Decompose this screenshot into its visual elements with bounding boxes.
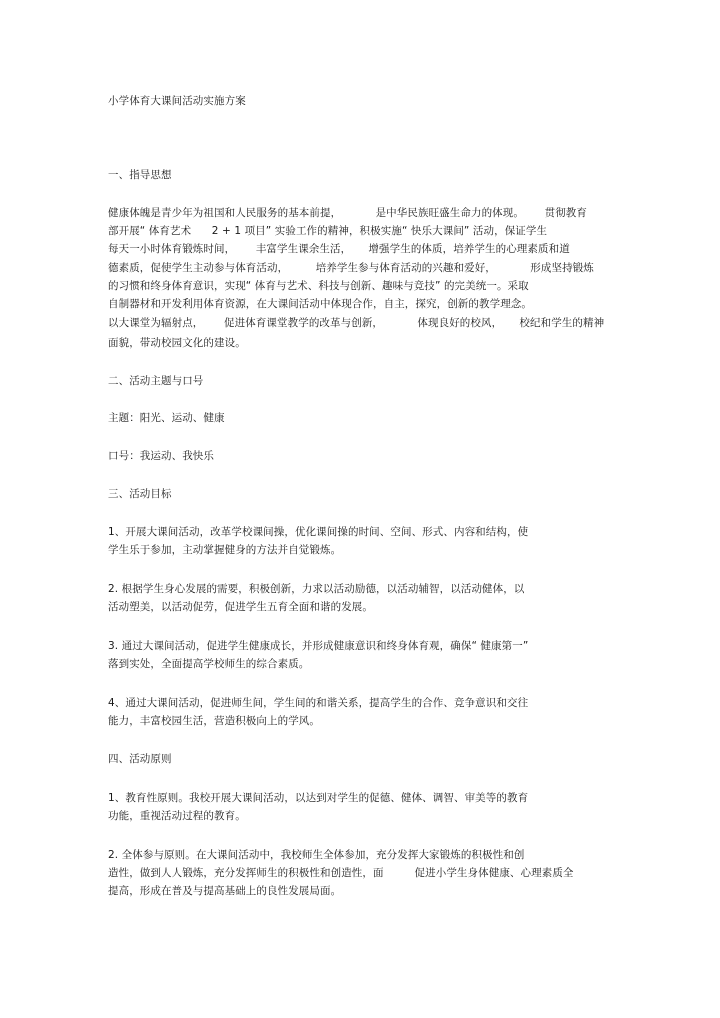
principle-item-line: 1、教育性原则。我校开展大课间活动，以达到对学生的促德、健体、调智、审美等的教育	[108, 792, 529, 804]
paragraph-line: 以大课堂为辐射点， 促进体育课堂教学的改革与创新， 体现良好的校风， 校纪和学生的精神	[108, 317, 605, 329]
goal-item-line: 能力，丰富校园生活，营造积极向上的学风。	[108, 715, 320, 727]
goal-item-line: 2. 根据学生身心发展的需要，积极创新，力求以活动励德，以活动辅智，以活动健体，以	[108, 583, 525, 595]
paragraph-line: 德素质，促使学生主动参与体育活动， 培养学生参与体育活动的兴趣和爱好， 形成坚持锻炼	[108, 262, 594, 274]
section-heading-principles: 四、活动原则	[108, 753, 172, 765]
paragraph-line: 自制器材和开发利用体育资源，在大课间活动中体现合作，自主，探究，创新的教学理念。	[108, 298, 532, 310]
principle-item-line: 功能，重视活动过程的教育。	[108, 810, 246, 822]
goal-item-line: 4、通过大课间活动，促进师生间，学生间的和谐关系，提高学生的合作、竞争意识和交往	[108, 697, 529, 709]
paragraph-line: 每天一小时体育锻炼时间， 丰富学生课余生活， 增强学生的体质，培养学生的心理素质和道	[108, 243, 570, 255]
principle-item-line: 造性，做到人人锻炼，充分发挥师生的积极性和创造性，面 促进小学生身体健康、心理素质全	[108, 867, 574, 879]
principle-item-line: 提高，形成在普及与提高基础上的良性发展局面。	[108, 885, 342, 897]
paragraph-line: 的习惯和终身体育意识，实现“ 体育与艺术、科技与创新、趣味与竞技” 的完美统一。采取	[108, 280, 529, 292]
principle-item-line: 2. 全体参与原则。在大课间活动中，我校师生全体参加，充分发挥大家锻炼的积极性和创	[108, 849, 525, 861]
document-title: 小学体育大课间活动实施方案	[108, 95, 246, 107]
paragraph-line: 面貌，带动校园文化的建设。	[108, 337, 246, 349]
goal-item-line: 1、开展大课间活动，改革学校课间操，优化课间操的时间、空间、形式、内容和结构，使	[108, 526, 529, 538]
paragraph-line: 健康体魄是青少年为祖国和人民服务的基本前提， 是中华民族旺盛生命力的体现。 贯彻教育	[108, 207, 587, 219]
paragraph-line: 部开展“ 体育艺术 2 + 1 项目” 实验工作的精神，积极实施“ 快乐大课间” 活动，保证学生	[108, 225, 548, 237]
section-heading-theme-slogan: 二、活动主题与口号	[108, 375, 204, 387]
slogan-line: 口号：我运动、我快乐	[108, 450, 214, 462]
section-heading-guiding-ideology: 一、指导思想	[108, 169, 172, 181]
goal-item-line: 活动塑美，以活动促劳，促进学生五育全面和谐的发展。	[108, 601, 373, 613]
goal-item-line: 落到实处，全面提高学校师生的综合素质。	[108, 658, 310, 670]
goal-item-line: 学生乐于参加，主动掌握健身的方法并自觉锻炼。	[108, 544, 342, 556]
section-heading-goals: 三、活动目标	[108, 488, 172, 500]
goal-item-line: 3. 通过大课间活动，促进学生健康成长，并形成健康意识和终身体育观，确保“ 健康第一”	[108, 640, 529, 652]
theme-line: 主题：阳光、运动、健康	[108, 412, 225, 424]
